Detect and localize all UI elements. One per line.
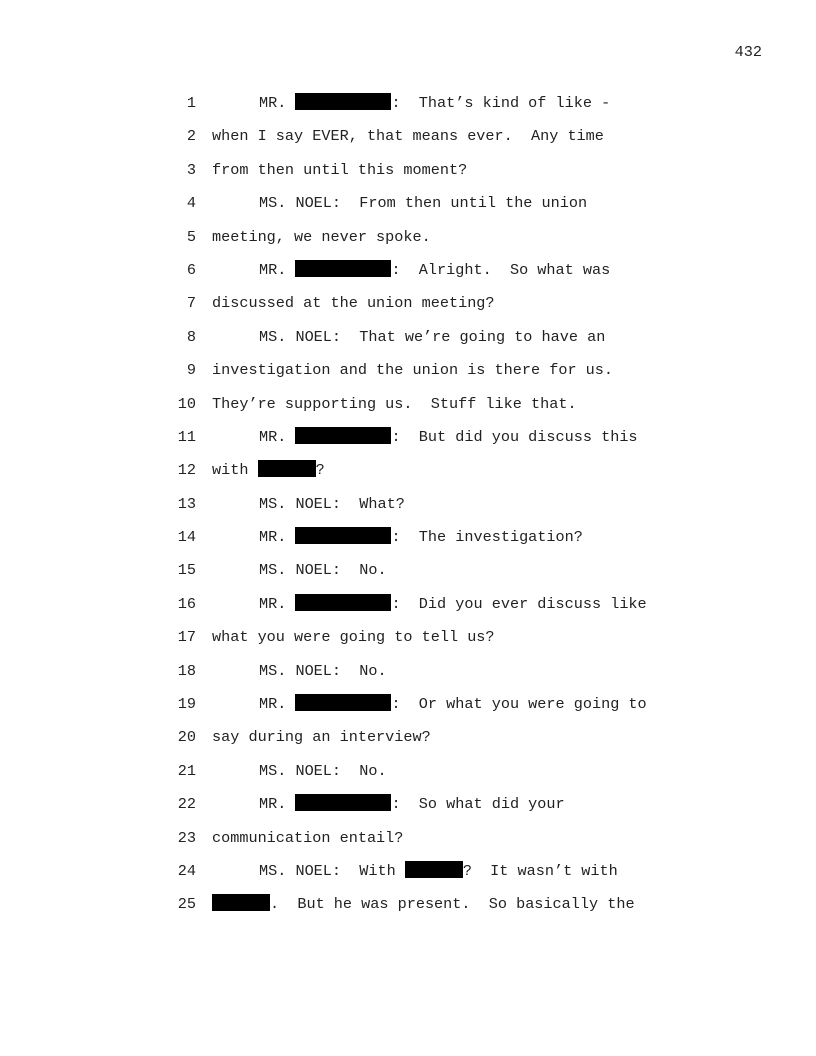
line-text: [259, 527, 583, 547]
line-text: [259, 193, 587, 213]
text-segment: ? It wasn’t with: [462, 861, 618, 880]
text-segment: MS. NOEL: No.: [259, 561, 387, 580]
line-text: [212, 828, 403, 848]
text-segment: MS. NOEL: That we’re going to have an: [259, 327, 606, 346]
line-number: 23: [177, 828, 196, 847]
text-segment: ?: [315, 461, 325, 480]
text-segment: say during an interview?: [212, 728, 431, 747]
transcript-line: [0, 327, 816, 360]
redaction-box: [212, 894, 270, 911]
transcript-line: [0, 494, 816, 527]
line-text: [259, 260, 610, 280]
text-segment: MR.: [259, 94, 296, 112]
transcript-line: [0, 727, 816, 760]
transcript-line: [0, 427, 816, 460]
text-segment: from then until this moment?: [212, 160, 468, 179]
line-number: 1: [186, 94, 196, 112]
text-segment: : Or what you were going to: [391, 695, 647, 714]
redaction-box: [295, 527, 391, 544]
text-segment: : That’s kind of like -: [391, 94, 611, 112]
transcript-line: [0, 661, 816, 694]
transcript-line: [0, 360, 816, 393]
line-text: [259, 861, 618, 881]
line-text: [259, 594, 647, 614]
line-number: 14: [177, 528, 196, 547]
line-number: 12: [177, 461, 196, 480]
line-text: [212, 227, 431, 247]
redaction-box: [295, 427, 391, 444]
line-number: 25: [177, 895, 196, 914]
line-text: [212, 293, 495, 313]
text-segment: : But did you discuss this: [391, 427, 638, 446]
line-number: 5: [186, 227, 196, 246]
transcript-line: [0, 594, 816, 627]
line-text: [212, 394, 577, 414]
transcript-line: [0, 627, 816, 660]
text-segment: : So what did your: [391, 795, 565, 814]
line-text: [259, 327, 605, 347]
text-segment: MS. NOEL: With: [259, 861, 405, 880]
text-segment: discussed at the union meeting?: [212, 294, 495, 313]
transcript-line: [0, 894, 816, 927]
redaction-box: [295, 594, 391, 611]
text-segment: : Did you ever discuss like: [391, 594, 647, 613]
transcript-body: [0, 93, 816, 928]
line-text: [259, 794, 565, 814]
line-text: [212, 727, 431, 747]
line-number: 4: [186, 194, 196, 213]
text-segment: MR.: [259, 260, 296, 279]
line-number: 16: [177, 594, 196, 613]
text-segment: They’re supporting us. Stuff like that.: [212, 394, 577, 413]
transcript-line: [0, 527, 816, 560]
text-segment: MR.: [259, 594, 296, 613]
line-number: 19: [177, 695, 196, 714]
redaction-box: [258, 460, 316, 477]
text-segment: MS. NOEL: No.: [259, 661, 387, 680]
transcript-line: [0, 861, 816, 894]
transcript-line: [0, 794, 816, 827]
text-segment: : Alright. So what was: [391, 260, 611, 279]
line-number: 24: [177, 861, 196, 880]
redaction-box: [405, 861, 463, 878]
line-number: 17: [177, 628, 196, 647]
line-text: [212, 894, 635, 914]
line-text: [259, 560, 387, 580]
text-segment: MR.: [259, 795, 296, 814]
text-segment: communication entail?: [212, 828, 404, 847]
transcript-line: [0, 227, 816, 260]
line-number: 20: [177, 728, 196, 747]
line-number: 6: [186, 260, 196, 279]
line-text: [259, 93, 610, 113]
line-text: [212, 627, 495, 647]
line-number: 8: [186, 327, 196, 346]
redaction-box: [295, 260, 391, 277]
text-segment: meeting, we never spoke.: [212, 227, 431, 246]
line-number: 15: [177, 561, 196, 580]
transcript-line: [0, 761, 816, 794]
transcript-line: [0, 460, 816, 493]
line-number: 10: [177, 394, 196, 413]
text-segment: MR.: [259, 427, 296, 446]
line-number: 2: [186, 127, 196, 146]
line-number: 13: [177, 494, 196, 513]
line-number: 3: [186, 160, 196, 179]
redaction-box: [295, 794, 391, 811]
line-number: 22: [177, 795, 196, 814]
line-text: [212, 126, 604, 146]
text-segment: MS. NOEL: From then until the union: [259, 194, 588, 213]
line-number: 9: [186, 361, 196, 380]
text-segment: investigation and the union is there for us.: [212, 361, 614, 380]
line-text: [212, 460, 325, 480]
line-text: [259, 494, 405, 514]
line-number: 21: [177, 761, 196, 780]
line-number: 7: [186, 294, 196, 313]
transcript-line: [0, 193, 816, 226]
line-text: [259, 761, 387, 781]
text-segment: MS. NOEL: What?: [259, 494, 405, 513]
transcript-line: [0, 260, 816, 293]
text-segment: when I say EVER, that means ever. Any time: [212, 127, 604, 146]
text-segment: what you were going to tell us?: [212, 628, 495, 647]
line-text: [259, 427, 638, 447]
text-segment: with: [212, 461, 258, 480]
text-segment: . But he was present. So basically the: [270, 895, 635, 914]
transcript-line: [0, 694, 816, 727]
line-text: [259, 661, 387, 681]
transcript-line: [0, 160, 816, 193]
text-segment: MS. NOEL: No.: [259, 761, 387, 780]
line-number: 18: [177, 661, 196, 680]
transcript-line: [0, 828, 816, 861]
text-segment: : The investigation?: [391, 528, 583, 547]
transcript-line: [0, 93, 816, 126]
transcript-line: [0, 293, 816, 326]
page-number: 432: [734, 43, 762, 61]
line-text: [259, 694, 647, 714]
transcript-line: [0, 126, 816, 159]
redaction-box: [295, 93, 391, 110]
text-segment: MR.: [259, 695, 296, 714]
line-number: 11: [177, 427, 196, 446]
transcript-line: [0, 560, 816, 593]
transcript-line: [0, 394, 816, 427]
line-text: [212, 360, 613, 380]
redaction-box: [295, 694, 391, 711]
line-text: [212, 160, 467, 180]
text-segment: MR.: [259, 528, 296, 547]
